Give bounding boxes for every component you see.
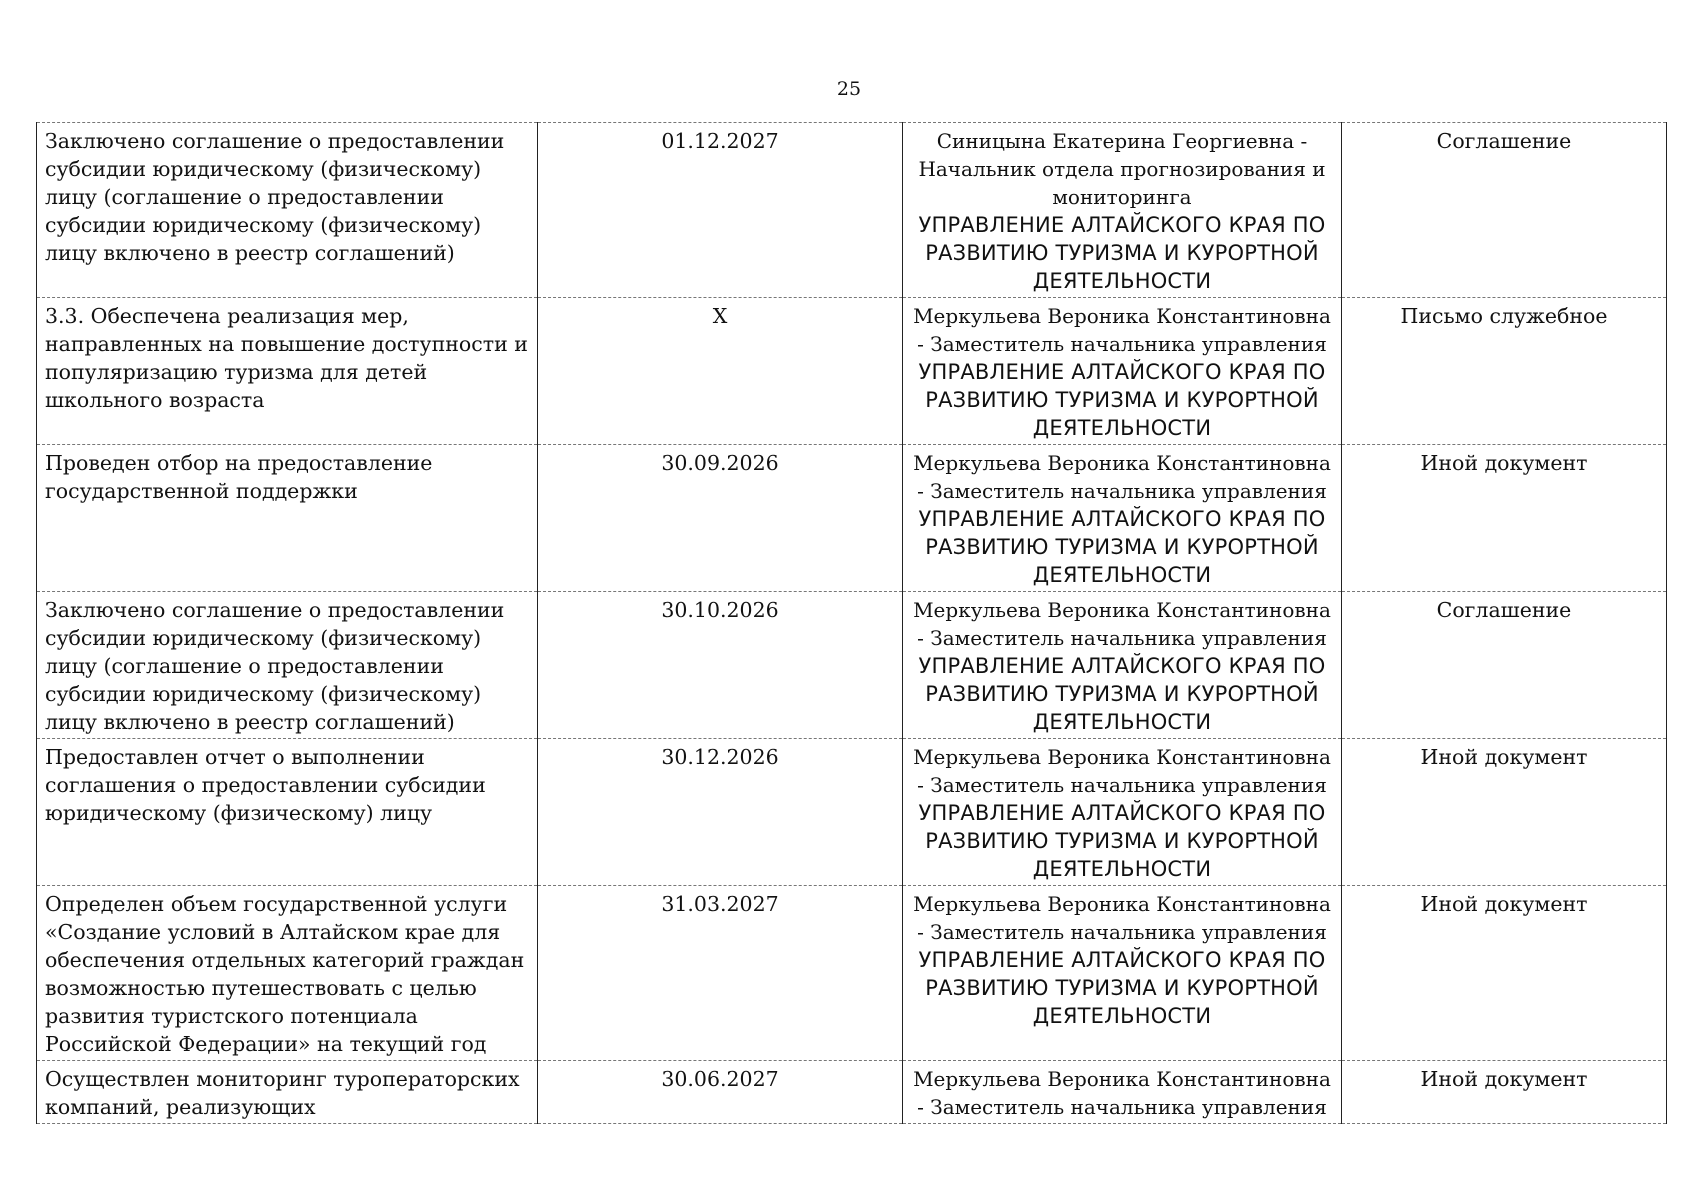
responsible-cell: [903, 592, 1342, 739]
activities-table: [36, 122, 1667, 1124]
activity-date: 30.10.2026: [538, 592, 903, 739]
responsible-person: Меркульева Вероника Константиновна - Заместитель начальника управления: [913, 598, 1331, 650]
activity-date: 30.06.2027: [538, 1061, 903, 1124]
document-type: Соглашение: [1342, 123, 1667, 298]
table-row: [37, 1061, 1667, 1124]
table-row: [37, 886, 1667, 1061]
activity-description: Заключено соглашение о предоставлении субсидии юридическому (физическому) лицу (соглашение о предоставлении субсидии юридическому (физическому) лицу включено в реестр соглашений): [37, 592, 538, 739]
activity-date: X: [538, 298, 903, 445]
responsible-cell: [903, 123, 1342, 298]
document-type: Иной документ: [1342, 886, 1667, 1061]
responsible-cell: [903, 298, 1342, 445]
responsible-person: Синицына Екатерина Георгиевна - Начальник отдела прогнозирования и мониторинга: [918, 129, 1326, 209]
responsible-organization: УПРАВЛЕНИЕ АЛТАЙСКОГО КРАЯ ПО РАЗВИТИЮ ТУРИЗМА И КУРОРТНОЙ ДЕЯТЕЛЬНОСТИ: [918, 948, 1326, 1028]
document-type: Соглашение: [1342, 592, 1667, 739]
activity-date: 30.12.2026: [538, 739, 903, 886]
responsible-cell: [903, 445, 1342, 592]
responsible-organization: УПРАВЛЕНИЕ АЛТАЙСКОГО КРАЯ ПО РАЗВИТИЮ ТУРИЗМА И КУРОРТНОЙ ДЕЯТЕЛЬНОСТИ: [918, 507, 1326, 587]
activity-description: Предоставлен отчет о выполнении соглашения о предоставлении субсидии юридическому (физическому) лицу: [37, 739, 538, 886]
document-type: Письмо служебное: [1342, 298, 1667, 445]
activity-date: 01.12.2027: [538, 123, 903, 298]
activity-description: Проведен отбор на предоставление государственной поддержки: [37, 445, 538, 592]
responsible-organization: УПРАВЛЕНИЕ АЛТАЙСКОГО КРАЯ ПО РАЗВИТИЮ ТУРИЗМА И КУРОРТНОЙ ДЕЯТЕЛЬНОСТИ: [918, 213, 1326, 293]
responsible-organization: УПРАВЛЕНИЕ АЛТАЙСКОГО КРАЯ ПО РАЗВИТИЮ ТУРИЗМА И КУРОРТНОЙ ДЕЯТЕЛЬНОСТИ: [918, 801, 1326, 881]
document-type: Иной документ: [1342, 445, 1667, 592]
activity-date: 31.03.2027: [538, 886, 903, 1061]
responsible-cell: [903, 739, 1342, 886]
table-row: [37, 592, 1667, 739]
responsible-cell: [903, 886, 1342, 1061]
table-row: [37, 298, 1667, 445]
activity-description: Определен объем государственной услуги «Создание условий в Алтайском крае для обеспечения отдельных категорий граждан возможностью путешествовать с целью развития туристского потенциала Российской Федерации» на текущий год: [37, 886, 538, 1061]
responsible-person: Меркульева Вероника Константиновна - Заместитель начальника управления: [913, 451, 1331, 503]
activity-description: 3.3. Обеспечена реализация мер, направленных на повышение доступности и популяризацию туризма для детей школьного возраста: [37, 298, 538, 445]
responsible-person: Меркульева Вероника Константиновна - Заместитель начальника управления: [913, 1067, 1331, 1119]
activity-date: 30.09.2026: [538, 445, 903, 592]
responsible-organization: УПРАВЛЕНИЕ АЛТАЙСКОГО КРАЯ ПО РАЗВИТИЮ ТУРИЗМА И КУРОРТНОЙ ДЕЯТЕЛЬНОСТИ: [918, 654, 1326, 734]
document-type: Иной документ: [1342, 1061, 1667, 1124]
page-number: 25: [836, 78, 862, 100]
activity-description: Осуществлен мониторинг туроператорских компаний, реализующих: [37, 1061, 538, 1124]
responsible-cell: [903, 1061, 1342, 1124]
document-type: Иной документ: [1342, 739, 1667, 886]
table-row: [37, 739, 1667, 886]
responsible-organization: УПРАВЛЕНИЕ АЛТАЙСКОГО КРАЯ ПО РАЗВИТИЮ ТУРИЗМА И КУРОРТНОЙ ДЕЯТЕЛЬНОСТИ: [918, 360, 1326, 440]
responsible-person: Меркульева Вероника Константиновна - Заместитель начальника управления: [913, 304, 1331, 356]
table-row: [37, 445, 1667, 592]
responsible-person: Меркульева Вероника Константиновна - Заместитель начальника управления: [913, 745, 1331, 797]
activity-description: Заключено соглашение о предоставлении субсидии юридическому (физическому) лицу (соглашение о предоставлении субсидии юридическому (физическому) лицу включено в реестр соглашений): [37, 123, 538, 298]
responsible-person: Меркульева Вероника Константиновна - Заместитель начальника управления: [913, 892, 1331, 944]
table-row: [37, 123, 1667, 298]
